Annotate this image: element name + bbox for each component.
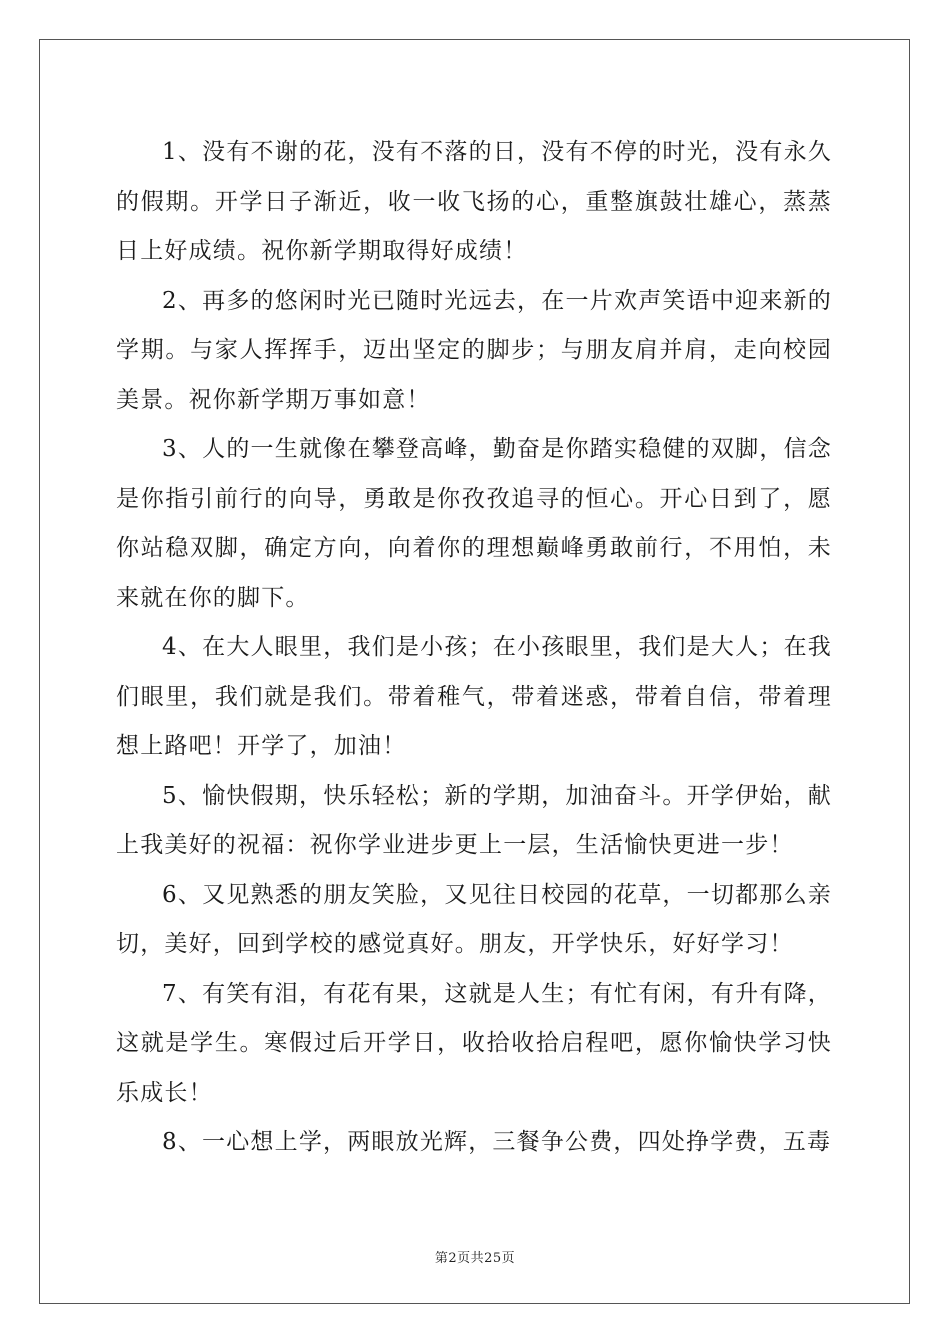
page-number: 第2页 (434, 1251, 471, 1266)
paragraph-7: 7、有笑有泪，有花有果，这就是人生；有忙有闲，有升有降，这就是学生。寒假过后开学日，收拾收拾启程吧，愿你愉快学习快乐成长！ (116, 980, 832, 1106)
paragraph-5: 5、愉快假期，快乐轻松；新的学期，加油奋斗。开学伊始，献上我美好的祝福：祝你学业进步更上一层，生活愉快更进一步！ (116, 782, 832, 858)
paragraph-4: 4、在大人眼里，我们是小孩；在小孩眼里，我们是大人；在我们眼里，我们就是我们。带着稚气，带着迷惑，带着自信，带着理想上路吧！开学了，加油！ (116, 634, 832, 759)
paragraph-2: 2、再多的悠闲时光已随时光远去，在一片欢声笑语中迎来新的学期。与家人挥挥手，迈出坚定的脚步；与朋友肩并肩，走向校园美景。祝你新学期万事如意！ (116, 287, 832, 413)
paragraph-8: 8、一心想上学，两眼放光辉，三餐争公费，四处挣学费，五毒 (162, 1129, 832, 1155)
document-body (116, 128, 832, 1168)
page-footer (0, 1247, 950, 1266)
page-total: 共25页 (470, 1251, 516, 1266)
paragraph-6: 6、又见熟悉的朋友笑脸，又见往日校园的花草，一切都那么亲切，美好，回到学校的感觉真好。朋友，开学快乐，好好学习！ (116, 881, 832, 957)
paragraph-3: 3、人的一生就像在攀登高峰，勤奋是你踏实稳健的双脚，信念是你指引前行的向导，勇敢是你孜孜追寻的恒心。开心日到了，愿你站稳双脚，确定方向，向着你的理想巅峰勇敢前行，不用怕，未来就在你的脚下。 (116, 436, 832, 611)
paragraph-1: 1、没有不谢的花，没有不落的日，没有不停的时光，没有永久的假期。开学日子渐近，收一收飞扬的心，重整旗鼓壮雄心，蒸蒸日上好成绩。祝你新学期取得好成绩！ (116, 139, 832, 264)
